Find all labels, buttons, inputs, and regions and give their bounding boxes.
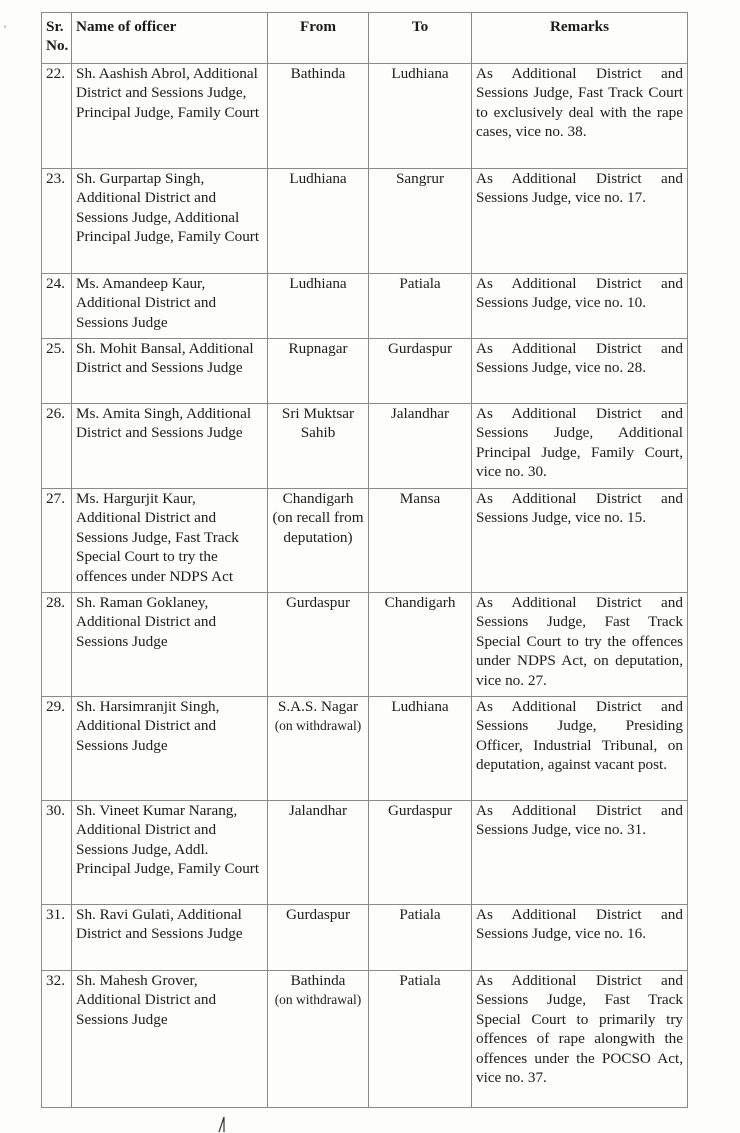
from-note: (on withdrawal)	[274, 992, 362, 1008]
cell-sr-no: 32.	[42, 971, 72, 1108]
cell-officer-name: Ms. Hargurjit Kaur, Additional District and Sessions Judge, Fast Track Special Court to try the offences under NDPS Act	[72, 489, 268, 593]
cell-to: Patiala	[369, 905, 472, 971]
cell-officer-name: Sh. Raman Goklaney, Additional District and Sessions Judge	[72, 593, 268, 697]
cell-from	[268, 404, 369, 489]
cell-remarks: As Additional District and Sessions Judge, vice no. 10.	[472, 274, 688, 339]
header-sr-no: Sr. No.	[42, 13, 72, 64]
table-row	[42, 697, 688, 801]
cell-officer-name: Sh. Harsimranjit Singh, Additional District and Sessions Judge	[72, 697, 268, 801]
cell-to: Gurdaspur	[369, 339, 472, 404]
cell-to: Chandigarh	[369, 593, 472, 697]
cell-from	[268, 801, 369, 905]
from-place: Gurdaspur	[285, 594, 351, 611]
cell-sr-no: 24.	[42, 274, 72, 339]
from-place: S.A.S. Nagar	[277, 698, 359, 715]
header-from: From	[268, 13, 369, 64]
table-row	[42, 593, 688, 697]
cell-sr-no: 26.	[42, 404, 72, 489]
cell-to: Gurdaspur	[369, 801, 472, 905]
cell-to: Patiala	[369, 971, 472, 1108]
cell-remarks: As Additional District and Sessions Judge, Fast Track Special Court to primarily try offences of rape alongwith the offences under the POCSO Act, vice no. 37.	[472, 971, 688, 1108]
table-row	[42, 905, 688, 971]
cell-officer-name: Sh. Aashish Abrol, Additional District and Sessions Judge, Principal Judge, Family Court	[72, 64, 268, 169]
cell-officer-name: Sh. Ravi Gulati, Additional District and Sessions Judge	[72, 905, 268, 971]
from-note: (on withdrawal)	[274, 718, 362, 734]
from-place: Chandigarh (on recall from deputation)	[272, 490, 364, 546]
cell-officer-name: Sh. Mohit Bansal, Additional District and Sessions Judge	[72, 339, 268, 404]
cell-from	[268, 697, 369, 801]
from-place: Bathinda	[290, 972, 346, 989]
cell-remarks: As Additional District and Sessions Judge, Fast Track Special Court to try the offences under NDPS Act, on deputation, vice no. 27.	[472, 593, 688, 697]
cell-from	[268, 274, 369, 339]
cell-to: Mansa	[369, 489, 472, 593]
cell-sr-no: 30.	[42, 801, 72, 905]
cell-from	[268, 905, 369, 971]
cell-to: Patiala	[369, 274, 472, 339]
header-remarks: Remarks	[472, 13, 688, 64]
cell-sr-no: 22.	[42, 64, 72, 169]
cell-remarks: As Additional District and Sessions Judge, vice no. 17.	[472, 169, 688, 274]
header-to: To	[369, 13, 472, 64]
from-place: Ludhiana	[289, 170, 347, 187]
from-place: Gurdaspur	[285, 906, 351, 923]
cell-officer-name: Sh. Mahesh Grover, Additional District and Sessions Judge	[72, 971, 268, 1108]
cell-from	[268, 169, 369, 274]
cell-sr-no: 25.	[42, 339, 72, 404]
cell-sr-no: 29.	[42, 697, 72, 801]
table-row	[42, 339, 688, 404]
from-place: Bathinda	[290, 65, 346, 82]
table-row	[42, 404, 688, 489]
cell-sr-no: 31.	[42, 905, 72, 971]
cell-remarks: As Additional District and Sessions Judge, Presiding Officer, Industrial Tribunal, on deputation, against vacant post.	[472, 697, 688, 801]
cell-to: Ludhiana	[369, 64, 472, 169]
cell-remarks: As Additional District and Sessions Judge, vice no. 31.	[472, 801, 688, 905]
table-header-row	[42, 13, 688, 64]
table-row	[42, 489, 688, 593]
cell-from	[268, 64, 369, 169]
cell-sr-no: 27.	[42, 489, 72, 593]
from-place: Sri Muktsar Sahib	[281, 405, 355, 442]
cell-officer-name: Ms. Amandeep Kaur, Additional District and Sessions Judge	[72, 274, 268, 339]
cell-sr-no: 28.	[42, 593, 72, 697]
cell-remarks: As Additional District and Sessions Judge, vice no. 28.	[472, 339, 688, 404]
table-row	[42, 801, 688, 905]
cell-officer-name: Sh. Gurpartap Singh, Additional District and Sessions Judge, Additional Principal Judge, Family Court	[72, 169, 268, 274]
cell-remarks: As Additional District and Sessions Judge, vice no. 15.	[472, 489, 688, 593]
from-place: Rupnagar	[288, 340, 348, 357]
cell-remarks: As Additional District and Sessions Judge, Additional Principal Judge, Family Court, vice no. 30.	[472, 404, 688, 489]
cell-from	[268, 339, 369, 404]
table-row	[42, 274, 688, 339]
cell-officer-name: Sh. Vineet Kumar Narang, Additional District and Sessions Judge, Addl. Principal Judge, Family Court	[72, 801, 268, 905]
page-margin-mark: '	[4, 22, 7, 36]
cell-remarks: As Additional District and Sessions Judge, vice no. 16.	[472, 905, 688, 971]
cell-from	[268, 489, 369, 593]
table-row	[42, 169, 688, 274]
header-officer-name: Name of officer	[72, 13, 268, 64]
cell-to: Ludhiana	[369, 697, 472, 801]
cell-remarks: As Additional District and Sessions Judge, Fast Track Court to exclusively deal with the rape cases, vice no. 38.	[472, 64, 688, 169]
cell-to: Sangrur	[369, 169, 472, 274]
cell-officer-name: Ms. Amita Singh, Additional District and Sessions Judge	[72, 404, 268, 489]
handwritten-mark-icon	[218, 1116, 226, 1133]
cell-from	[268, 971, 369, 1108]
officer-transfer-table	[41, 12, 688, 1108]
table-row	[42, 971, 688, 1108]
from-place: Jalandhar	[288, 802, 348, 819]
from-place: Ludhiana	[289, 275, 347, 292]
cell-from	[268, 593, 369, 697]
table-row	[42, 64, 688, 169]
cell-to: Jalandhar	[369, 404, 472, 489]
cell-sr-no: 23.	[42, 169, 72, 274]
